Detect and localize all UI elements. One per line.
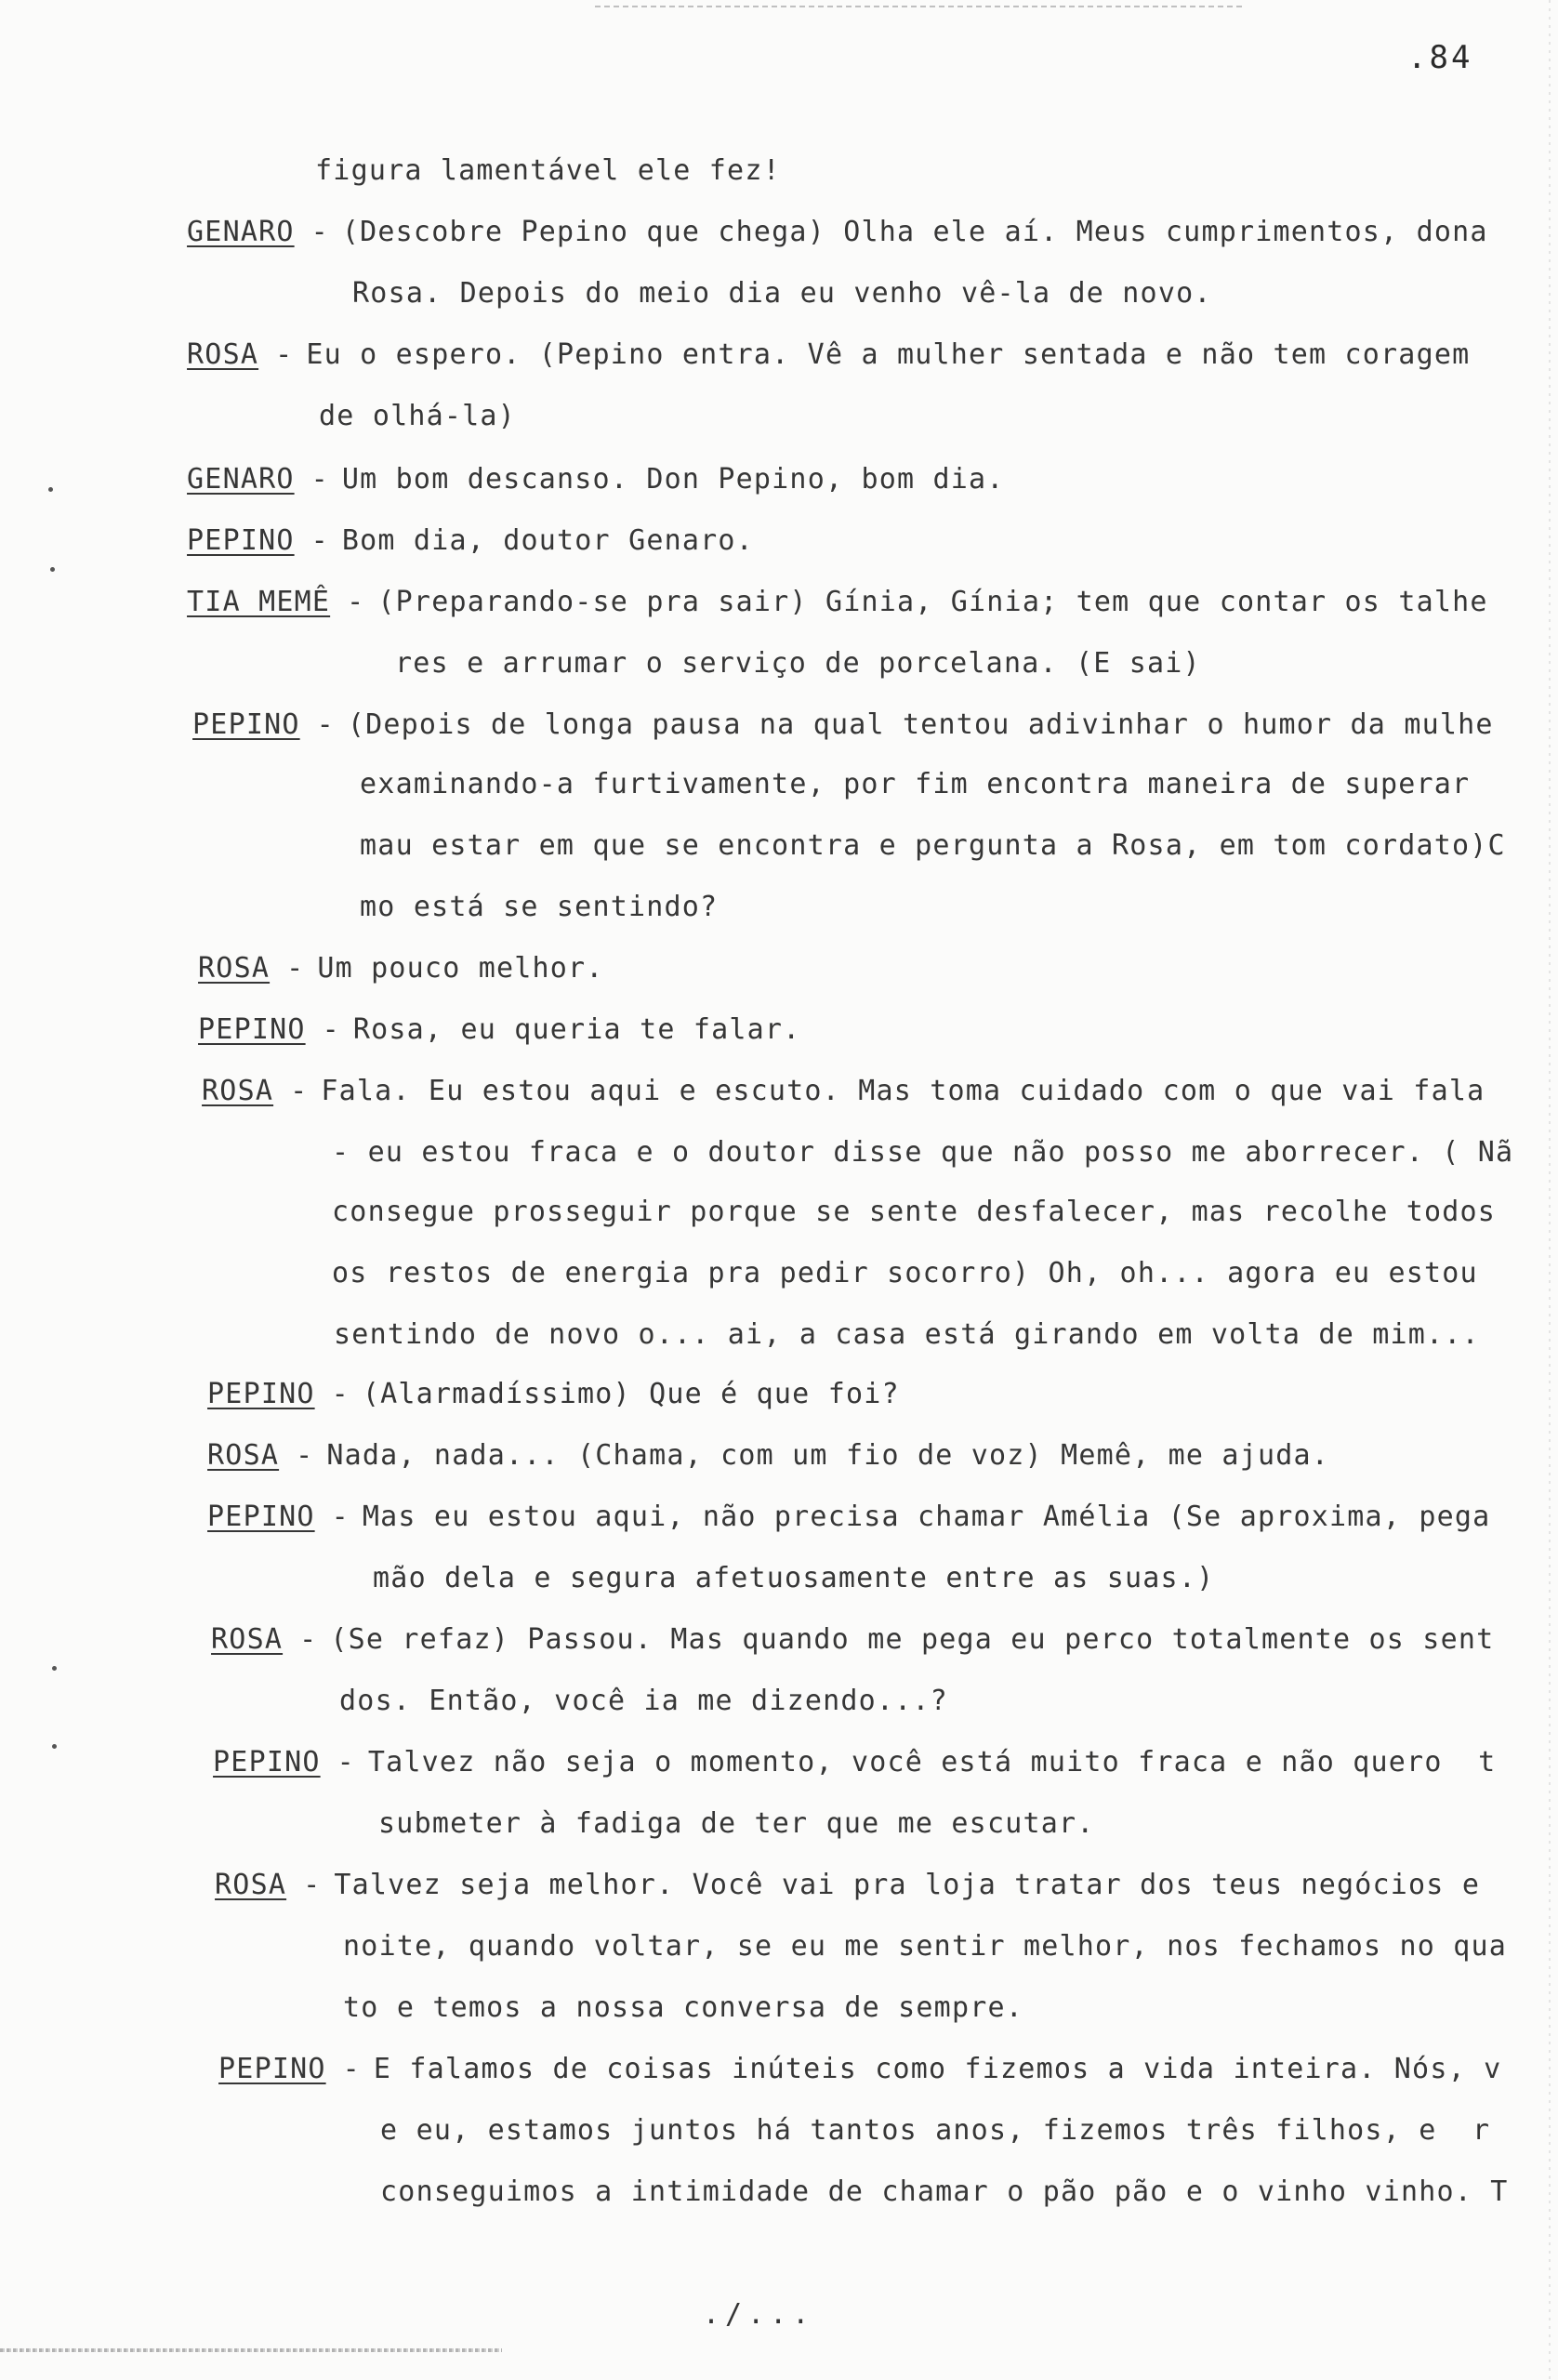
- script-line: [309, 2142, 1509, 2242]
- speaker-name: TIA MEMÊ: [187, 586, 331, 618]
- speaker-name: ROSA: [215, 1869, 287, 1901]
- line-text: e eu, estamos juntos há tantos anos, fizemos três filhos, e r: [380, 2114, 1491, 2147]
- line-text: Rosa, eu queria te falar.: [352, 1013, 801, 1046]
- line-text: Talvez seja melhor. Você vai pra loja tratar dos teus negócios e: [334, 1869, 1481, 1901]
- speaker-name: PEPINO: [213, 1746, 321, 1778]
- speaker-name: PEPINO: [207, 1378, 315, 1410]
- margin-mark: [50, 567, 55, 572]
- line-text: noite, quando voltar, se eu me sentir melhor, nos fechamos no qua: [343, 1930, 1508, 1963]
- line-text: examinando-a furtivamente, por fim encontra maneira de superar: [360, 768, 1471, 800]
- dialogue-dash: -: [337, 1746, 355, 1778]
- page-number: .84: [1407, 39, 1473, 76]
- line-text: res e arrumar o serviço de porcelana. (E sai): [395, 647, 1201, 680]
- speaker-name: GENARO: [187, 216, 295, 248]
- scan-edge-bottom: [0, 2348, 502, 2352]
- speaker-name: PEPINO: [198, 1013, 306, 1046]
- dialogue-dash: -: [303, 1869, 322, 1901]
- dialogue-dash: -: [296, 1439, 314, 1472]
- margin-mark: [52, 1666, 57, 1671]
- dialogue-dash: -: [316, 708, 335, 741]
- speaker-name: ROSA: [198, 952, 271, 985]
- line-text: Eu o espero. (Pepino entra. Vê a mulher sentada e não tem coragem: [306, 338, 1471, 371]
- speaker-name: ROSA: [202, 1075, 274, 1107]
- continuation-marker: ./...: [703, 2298, 815, 2331]
- dialogue-dash: -: [299, 1623, 318, 1656]
- dialogue-dash: -: [331, 1501, 350, 1533]
- line-text: Rosa. Depois do meio dia eu venho vê-la de novo.: [352, 277, 1212, 310]
- line-text: submeter à fadiga de ter que me escutar.: [378, 1807, 1095, 1840]
- line-text: mo está se sentindo?: [360, 891, 719, 923]
- dialogue-dash: -: [310, 524, 329, 557]
- dialogue-dash: -: [342, 2053, 361, 2085]
- line-text: Nada, nada... (Chama, com um fio de voz) Memê, me ajuda.: [326, 1439, 1330, 1472]
- line-text: Um pouco melhor.: [317, 952, 604, 985]
- line-text: - eu estou fraca e o doutor disse que não posso me aborrecer. ( Nã: [332, 1136, 1514, 1169]
- scan-edge-top: [595, 6, 1246, 7]
- line-text: (Se refaz) Passou. Mas quando me pega eu perco totalmente os sent: [330, 1623, 1495, 1656]
- line-text: de olhá-la): [319, 400, 516, 432]
- line-text: Bom dia, doutor Genaro.: [341, 524, 754, 557]
- dialogue-dash: -: [331, 1378, 350, 1410]
- dialogue-dash: -: [286, 952, 305, 985]
- dialogue-dash: -: [310, 216, 329, 248]
- line-text: consegue prosseguir porque se sente desfalecer, mas recolhe todos: [332, 1196, 1497, 1228]
- line-text: (Preparando-se pra sair) Gínia, Gínia; tem que contar os talhe: [377, 586, 1488, 618]
- line-text: Talvez não seja o momento, você está muito fraca e não quero t: [367, 1746, 1497, 1778]
- line-text: os restos de energia pra pedir socorro) Oh, oh... agora eu estou: [332, 1257, 1478, 1289]
- speaker-name: PEPINO: [187, 524, 295, 557]
- line-text: (Alarmadíssimo) Que é que foi?: [362, 1378, 900, 1410]
- line-text: (Descobre Pepino que chega) Olha ele aí. Meus cumprimentos, dona: [341, 216, 1488, 248]
- speaker-name: ROSA: [207, 1439, 280, 1472]
- speaker-name: PEPINO: [192, 708, 300, 741]
- line-text: E falamos de coisas inúteis como fizemos a vida inteira. Nós, v: [373, 2053, 1502, 2085]
- line-text: to e temos a nossa conversa de sempre.: [343, 1991, 1023, 2024]
- line-text: Fala. Eu estou aqui e escuto. Mas toma cuidado com o que vai fala: [321, 1075, 1485, 1107]
- dialogue-dash: -: [290, 1075, 309, 1107]
- speaker-name: ROSA: [211, 1623, 284, 1656]
- margin-mark: [52, 1744, 57, 1749]
- line-text: Um bom descanso. Don Pepino, bom dia.: [341, 463, 1005, 496]
- speaker-name: PEPINO: [218, 2053, 326, 2085]
- line-text: mau estar em que se encontra e pergunta a Rosa, em tom cordato)C: [360, 829, 1506, 862]
- line-text: conseguimos a intimidade de chamar o pão pão e o vinho vinho. T: [380, 2175, 1509, 2208]
- dialogue-dash: -: [310, 463, 329, 496]
- line-text: sentindo de novo o... ai, a casa está girando em volta de mim...: [334, 1318, 1480, 1351]
- speaker-name: GENARO: [187, 463, 295, 496]
- line-text: Mas eu estou aqui, não precisa chamar Amélia (Se aproxima, pega: [362, 1501, 1491, 1533]
- line-text: figura lamentável ele fez!: [315, 154, 781, 187]
- line-text: (Depois de longa pausa na qual tentou adivinhar o humor da mulhe: [347, 708, 1494, 741]
- dialogue-dash: -: [322, 1013, 340, 1046]
- speaker-name: ROSA: [187, 338, 259, 371]
- dialogue-dash: -: [275, 338, 294, 371]
- line-text: mão dela e segura afetuosamente entre as suas.): [373, 1562, 1215, 1594]
- dialogue-dash: -: [347, 586, 365, 618]
- scan-edge-right: [1549, 0, 1551, 2380]
- speaker-name: PEPINO: [207, 1501, 315, 1533]
- line-text: dos. Então, você ia me dizendo...?: [339, 1685, 948, 1717]
- margin-mark: [48, 487, 53, 492]
